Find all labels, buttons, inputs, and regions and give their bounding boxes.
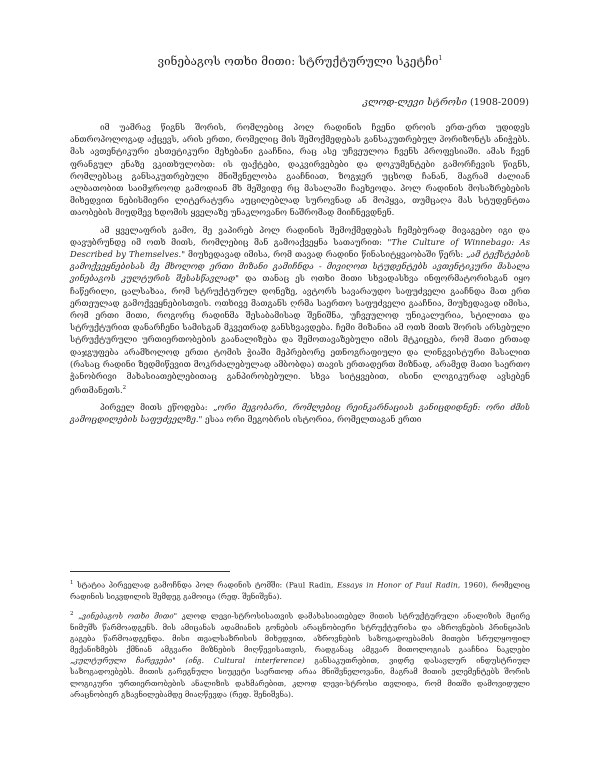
- main-body: [70, 121, 530, 426]
- footnote-2-marker[interactable]: 2: [122, 385, 127, 392]
- footnote-2-text-c: განსაკუთრებით, ვიდრე დასავლურ ინდუსტრიულ საზოგადოებებს. მითის გარეგნული სიუჟეტი საერთოდ არაა მნიშვნელოვანი, მაგრამ მითის ელემენტებს შორის ლოგიკური ურთიერთობების ანალიზის დახმარებით, კლოდ ლევი-სტროსი თვლიდა, რომ მითში დამოვიდული არაცნობიერ გზავნილებამდე მიაღწევდა (რედ. შენიშვნა).: [70, 656, 530, 699]
- footnote-1-text-a: სტატია პირველად გამოჩნდა პოლ რადინის ტომში: (Paul Radin,: [73, 580, 337, 590]
- author-line: [363, 96, 529, 109]
- radin-quote: „ამ ტექსტების გამოქვეყნებისას მე მხოლოდ ერთი მიზანი გამიჩნდა - მივიღოთ სტუდენტებს ავთენტიკური მასალა ვინებაგოს კულტურის შესასწავლად": [70, 249, 531, 284]
- paragraph-2-text-c: და თანაც ეს ოთხი მითი სხვადასხვა ინფორმატორისგან იყო ჩაწერილი, ცალსახაა, რომ სტრუქტურულ დონეზე, ავტორს სავარაუდო საფუძველი გააჩნდა მათ ერთ ერთეულად გამოქვეყნებისთვის. ოთხივე მათგანს ღრმა საერთო საფუძველი გააჩნია, მიუხედავად იმისა, რომ ერთი მითი, როგორც რადინმა შესაბამისად შენიშნა, უჩვეულოდ უნიკალურია, სტილითა და სტრუქტურით დანარჩენი სამისგან მკვეთრად განსხვავდება. ჩემი მიზანია ამ ოთხ მითს შორის არსებული სტრუქტურული ურთიერთობების გაანალიზება და შემოთავაზებული იმის მტკიცება, რომ მათი ერთად დაჯგუფება არამხოლოდ ერთი ტომის ჭიაში მეპრებორე ეთნოგრაფიული და ლინგვისტური მასალით (რასაც რადინი ზედმიწევით მოკრძალებულად ამბობდა) თავის ერთადერთ მიზნად, არამედ მათი საერთო ჭანობრივი მახასიათებლებითაც განპირობებული. სხვა სიტყვებით, ისინი ლოგიკურად ავსებენ ერთმანეთს.: [70, 273, 530, 396]
- title-footnote-marker[interactable]: 1: [438, 55, 443, 62]
- paragraph-2-text-a: ამ ყველაფრის გამო, მე ვაპირებ პოლ რადინის შემოქმედებას ჩემებურად მივაგებო იგი და დავუბრუნდე იმ ოთხ მითს, რომლებიც მან გამოაქვეყნა სათაურით:: [70, 224, 530, 247]
- author-years: (1908-2009): [470, 97, 529, 108]
- paragraph-2-text-b: მიუხედავად იმისა, რომ თავად რადინი წინასიტყვაობაში წერს:: [185, 249, 467, 260]
- document-title: [60, 51, 540, 69]
- paragraph-1: იმ უამრავ წიგნს შორის, რომლებიც პოლ რადინის ჩვენი დროის ერთ-ერთ უდიდეს ანთროპოლოგად აქცევს, არის ერთი, რომელიც მის შემოქმედებას განსაკუთრებულ ჰორიზონტს ანიჭებს. მას ავთენტიკური ესთეტიკური მეხებანი გააჩნია, რაც ასე უჩვეულოა ჩვენს პროფესიაში. ამას ჩვენ ფრანგულ ენაზე ვკითხულობთ: ის ფაქტები, დაკვირვებები და დოკუმენტები გამორჩევის წიგნს, რომლებსაც განსაკუთრებული მნიშვნელობა გააჩნიათ, ზოგჯერ უცხოდ ჩანან, მაგრამ ძალიან ალბათობით საიმჯროოდ გამოდიან მხ მეშვიდე რც მასალაში ჩაეხეოდა. პოლ რადინის მოსაზრებების მიხედვით ნებისმიერი ლიტერატურა აუცილებლად სუროვნად ან მოჰყვა, თუმცაღა მას სტუდენტთა თაობების მიუდმევ ხდომის ყველაზე უნაკლოვანო ნაშრომად მიიჩნევდნენ.: [70, 122, 530, 218]
- title-text: ვინებაგოს ოთხი მითი: სტრუქტურული სკეტჩი: [157, 53, 439, 68]
- footnote-divider: [70, 571, 230, 572]
- paragraph-3-text-b: ესაა ორი მეგობრის ისტორია, რომელთაგან ერთი: [202, 414, 422, 425]
- footnote-1-number: 1: [70, 580, 74, 586]
- footnote-2-text-b: კლოდ ლევი-სტროსისათვის დამახასიათებელ მითის სტრუქტურული ანალიზის მცირე ნიმუშს წარმოადგენს. მის ამიცანას ადამიანის გონების არაცნობიერი სტრუქტურისა და აზროვნების პრინციპის გაგება წარმოადგენდა. მისი თვალსაზრისის მიხედვით, აზროვნების საზოგადოებამის მითები სრულყოფილ მექანიზმებს ქმნიან ამგვარი მიზნების მიღწევისათვის, რადგანაც ამგვარ მითოლოგიას გააჩნია ნაკლები: [70, 611, 531, 655]
- footnote-1-book-title: Essays in Honor of Paul Radin: [336, 580, 458, 590]
- footnote-2-number: 2: [70, 610, 74, 617]
- footnote-1-text-b: , 1960), რომელიც რადინის სიკვდილის შემდეგ გამოიცა (რედ. შენიშვნა).: [70, 580, 530, 601]
- footnote-1: [70, 578, 530, 602]
- footnote-2-myth-title: „ვინებაგოს ოთხი მითი": [78, 611, 178, 621]
- book-title-quote: "The Culture of Winnebago: As Described by Themselves.": [70, 236, 530, 260]
- paragraph-2: [70, 224, 530, 397]
- paragraph-3-text-a: პირველ მითს ეწოდება:: [100, 402, 214, 413]
- footnotes: [70, 578, 530, 707]
- first-myth-title: „ორი მეგობარი, რომლებიც რეინკარნაციას განიცდიდნენ: ორი ძმის გამოცდილების საფუძველზე.": [70, 402, 531, 425]
- author-name: კლოდ-ლევი სტროსი: [362, 97, 467, 108]
- footnote-2: [70, 609, 530, 700]
- footnote-2-cultural-interference: „კულტურული ჩარევები" (ინგ. Cultural interference): [70, 656, 305, 666]
- paragraph-3: [70, 401, 530, 425]
